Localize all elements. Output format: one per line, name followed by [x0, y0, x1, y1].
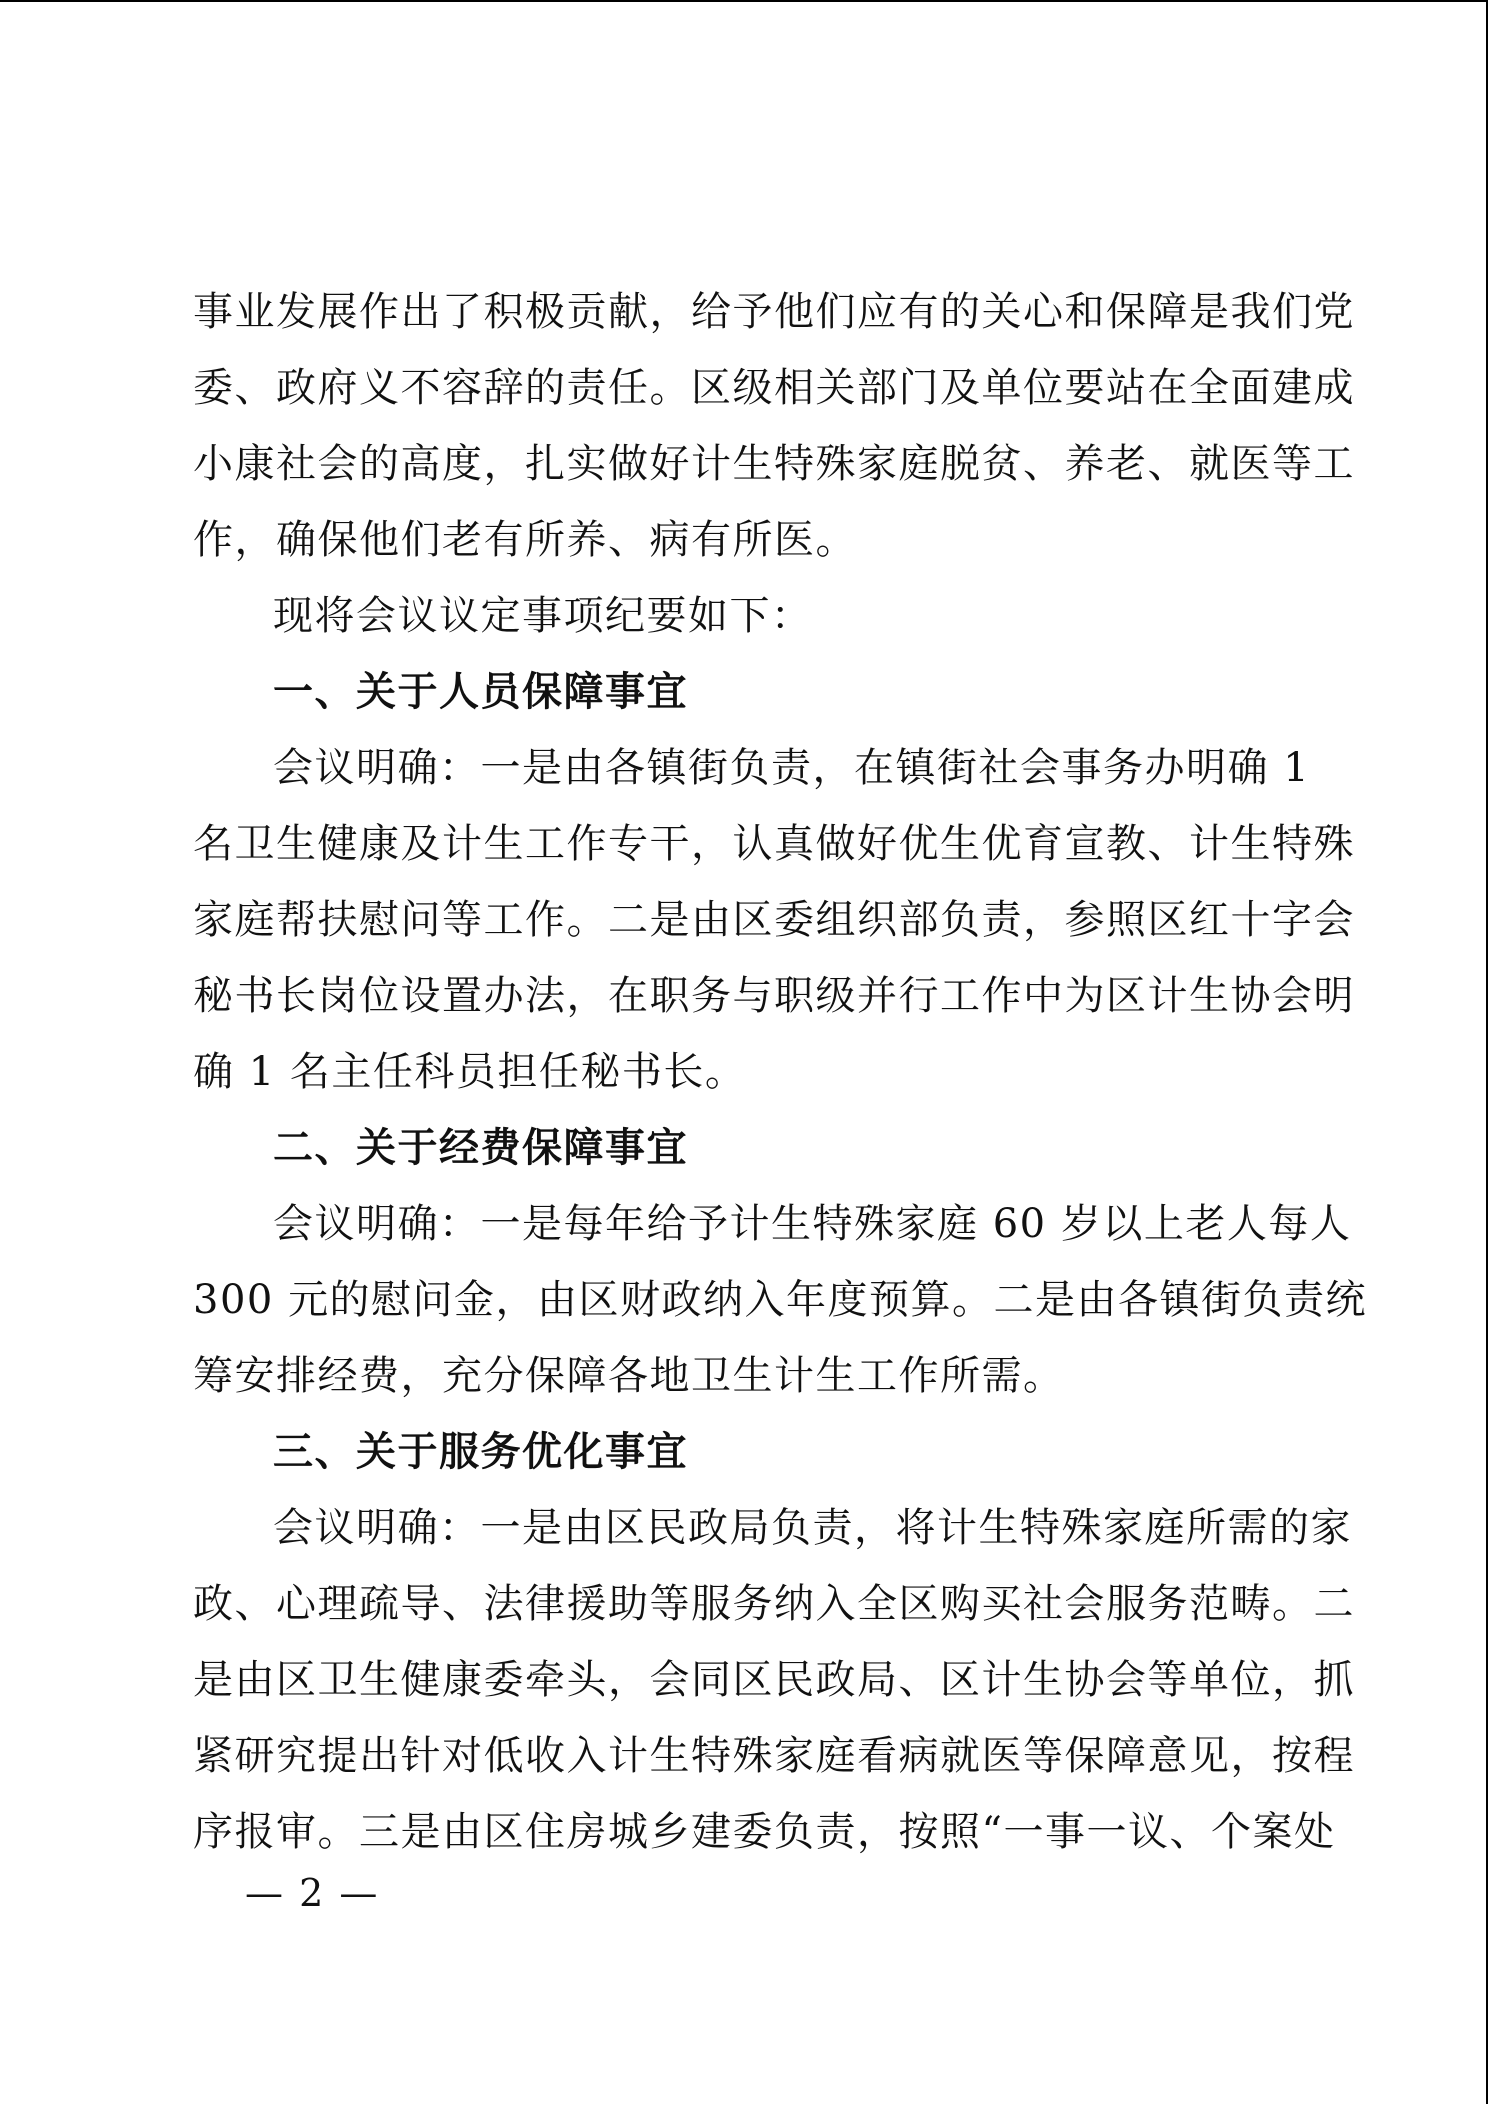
body-text-line: 紧研究提出针对低收入计生特殊家庭看病就医等保障意见，按程: [193, 1733, 1355, 1779]
body-text-line: 事业发展作出了积极贡献，给予他们应有的关心和保障是我们党: [193, 289, 1355, 335]
body-text-line: 300 元的慰问金，由区财政纳入年度预算。二是由各镇街负责统: [193, 1277, 1368, 1323]
body-text-line: 会议明确：一是每年给予计生特殊家庭 60 岁以上老人每人: [273, 1201, 1352, 1247]
body-text-line: 是由区卫生健康委牵头，会同区民政局、区计生协会等单位，抓: [193, 1657, 1355, 1703]
section-heading: 二、关于经费保障事宜: [273, 1125, 688, 1171]
body-text-line: 会议明确：一是由各镇街负责，在镇街社会事务办明确 1: [273, 745, 1311, 791]
page-border-top: [0, 0, 1488, 2]
body-text-line: 作，确保他们老有所养、病有所医。: [193, 517, 857, 563]
body-text-line: 政、心理疏导、法律援助等服务纳入全区购买社会服务范畴。二: [193, 1581, 1355, 1627]
section-heading: 一、关于人员保障事宜: [273, 669, 688, 715]
document-body: [193, 282, 1368, 1878]
body-text-line: 现将会议议定事项纪要如下：: [273, 593, 813, 639]
body-text-line: 家庭帮扶慰问等工作。二是由区委组织部负责，参照区红十字会: [193, 897, 1355, 943]
body-text-line: 筹安排经费，充分保障各地卫生计生工作所需。: [193, 1353, 1065, 1399]
body-text-line: 小康社会的高度，扎实做好计生特殊家庭脱贫、养老、就医等工: [193, 441, 1355, 487]
section-heading: 三、关于服务优化事宜: [273, 1429, 688, 1475]
body-text-line: 委、政府义不容辞的责任。区级相关部门及单位要站在全面建成: [193, 365, 1355, 411]
body-text-line: 序报审。三是由区住房城乡建委负责，按照“一事一议、个案处: [193, 1809, 1336, 1855]
body-text-line: 会议明确：一是由区民政局负责，将计生特殊家庭所需的家: [273, 1505, 1352, 1551]
body-text-line: 确 1 名主任科员担任秘书长。: [193, 1049, 747, 1095]
page-number: — 2 —: [245, 1871, 380, 1915]
body-text-line: 名卫生健康及计生工作专干，认真做好优生优育宣教、计生特殊: [193, 821, 1355, 867]
body-text-line: 秘书长岗位设置办法，在职务与职级并行工作中为区计生协会明: [193, 973, 1355, 1019]
